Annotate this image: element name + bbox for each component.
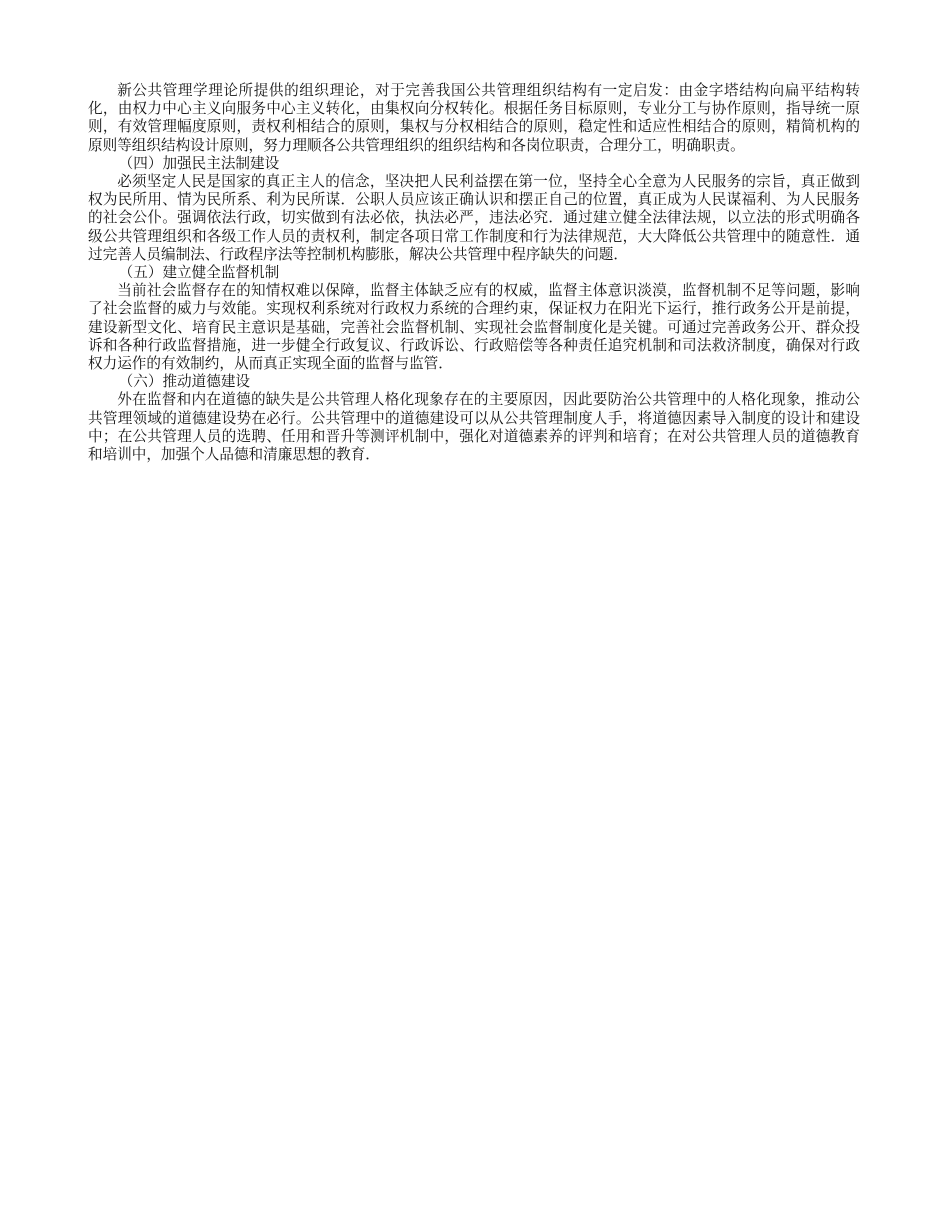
document-body [88, 82, 860, 464]
paragraph-org-theory: 新公共管理学理论所提供的组织理论，对于完善我国公共管理组织结构有一定启发：由金字塔结构向扁平结构转化，由权力中心主义向服务中心主义转化，由集权向分权转化。根据任务目标原则，专业分工与协作原则，指导统一原则，有效管理幅度原则，责权利相结合的原则，集权与分权相结合的原则，稳定性和适应性相结合的原则，精简机构的原则等组织结构设计原则，努力理顺各公共管理组织的组织结构和各岗位职责，合理分工，明确职责。 [88, 82, 860, 154]
paragraph-ethics: 外在监督和内在道德的缺失是公共管理人格化现象存在的主要原因，因此要防治公共管理中的人格化现象，推动公共管理领域的道德建设势在必行。公共管理中的道德建设可以从公共管理制度人手，将道德因素导入制度的设计和建设中；在公共管理人员的选聘、任用和晋升等测评机制中，强化对道德素养的评判和培育；在对公共管理人员的道德教育和培训中，加强个人品德和清廉思想的教育． [88, 391, 860, 464]
section-heading-6: （六）推动道德建设 [118, 373, 251, 391]
paragraph-supervision: 当前社会监督存在的知情权难以保障，监督主体缺乏应有的权威，监督主体意识淡漠，监督机制不足等问题，影响了社会监督的威力与效能。实现权利系统对行政权力系统的合理约束，保证权力在阳光下运行，推行政务公开是前提，建设新型文化、培育民主意识是基础，完善社会监督机制、实现社会监督制度化是关键。可通过完善政务公开、群众投诉和各种行政监督措施，进一步健全行政复议、行政诉讼、行政赔偿等各种责任追究机制和司法救济制度，确保对行政权力运作的有效制约，从而真正实现全面的监督与监管． [88, 282, 860, 373]
section-heading-5: （五）建立健全监督机制 [118, 264, 280, 282]
section-heading-4: （四）加强民主法制建设 [118, 154, 280, 172]
paragraph-democracy-law: 必须坚定人民是国家的真正主人的信念，坚决把人民利益摆在第一位，坚持全心全意为人民服务的宗旨，真正做到权为民所用、情为民所系、利为民所谋．公职人员应该正确认识和摆正自己的位置，真正成为人民谋福利、为人民服务的社会公仆。强调依法行政，切实做到有法必依，执法必严，违法必究．通过建立健全法律法规，以立法的形式明确各级公共管理组织和各级工作人员的责权利，制定各项日常工作制度和行为法律规范，大大降低公共管理中的随意性．通过完善人员编制法、行政程序法等控制机构膨胀，解决公共管理中程序缺失的问题． [88, 173, 860, 263]
